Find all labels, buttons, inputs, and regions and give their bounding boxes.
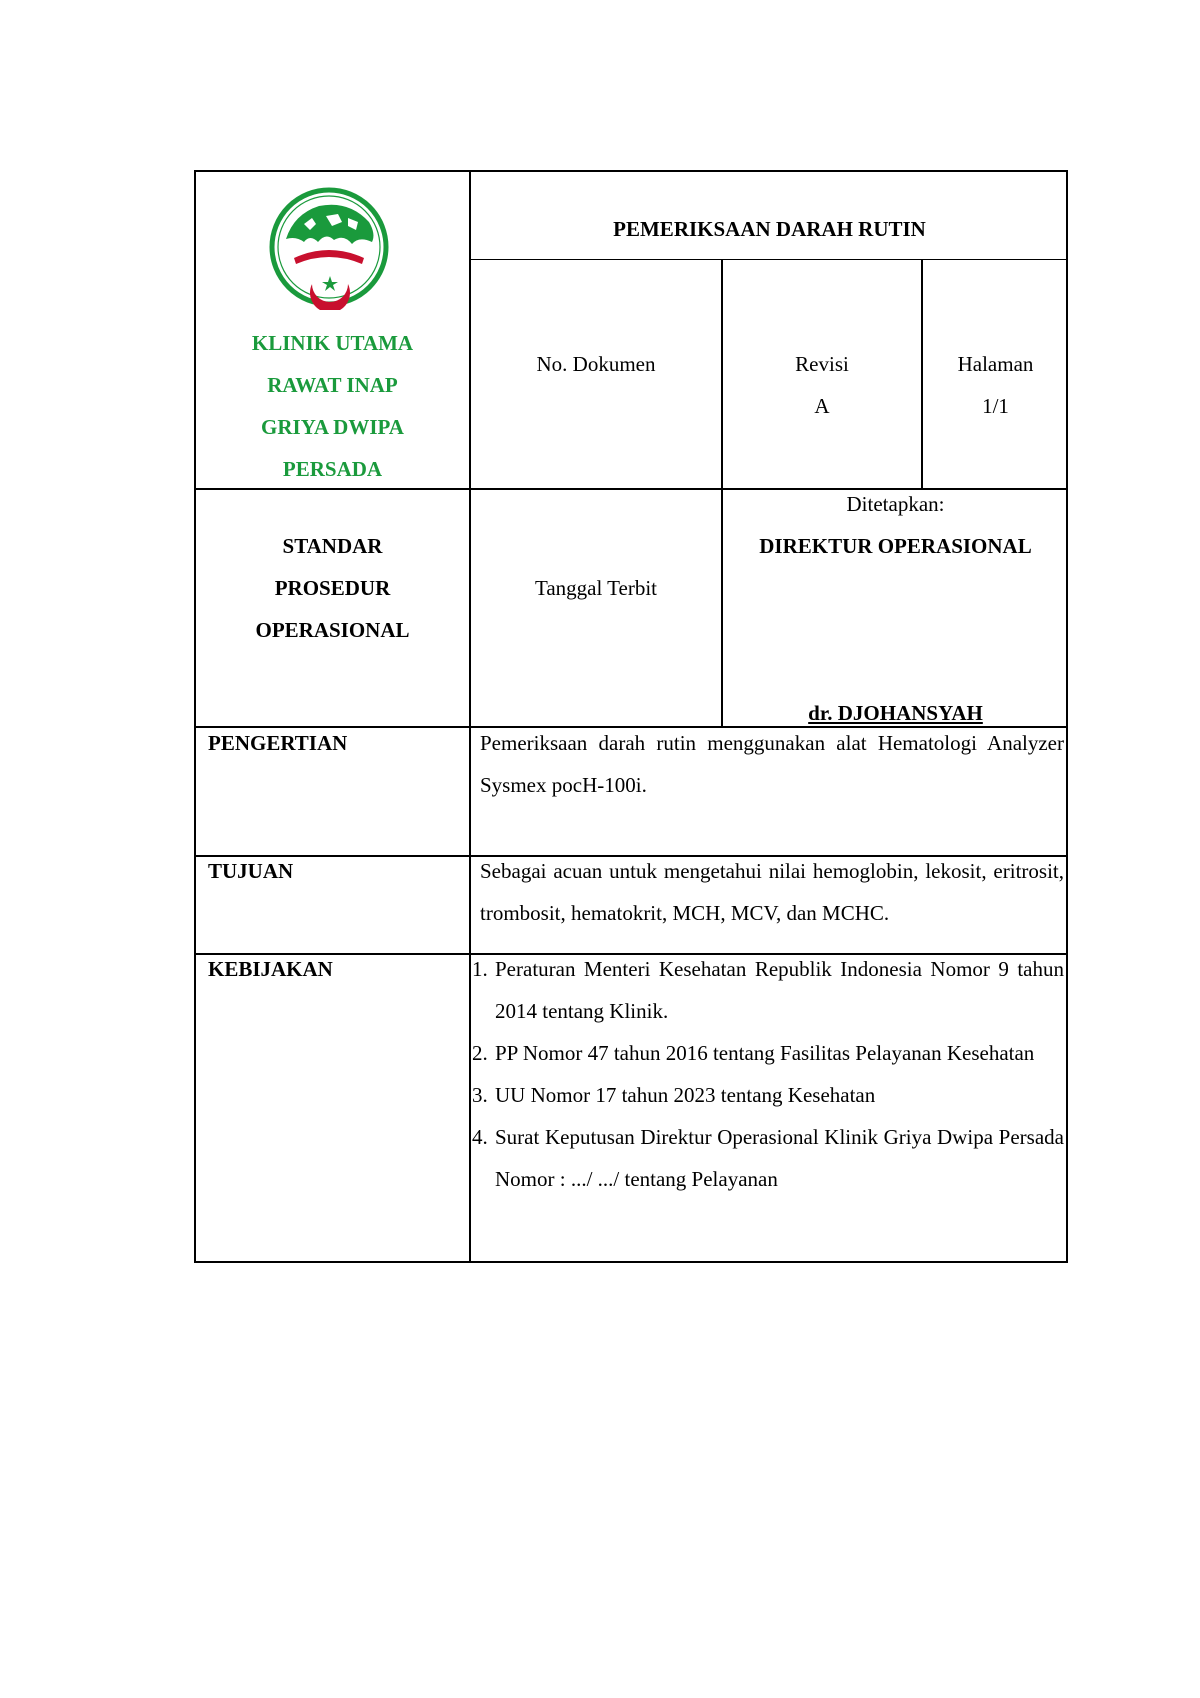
tanggal-terbit-label: Tanggal Terbit bbox=[534, 576, 658, 600]
ditetapkan-label: Ditetapkan: bbox=[846, 492, 945, 516]
no-dokumen-label: No. Dokumen bbox=[536, 352, 656, 376]
kebijakan-item-text: UU Nomor 17 tahun 2023 tentang Kesehatan bbox=[495, 1083, 876, 1107]
pengertian-label: PENGERTIAN bbox=[208, 731, 348, 755]
clinic-name-line: PERSADA bbox=[282, 457, 383, 481]
halaman-label: Halaman bbox=[957, 352, 1034, 376]
direktur-label: DIREKTUR OPERASIONAL bbox=[759, 534, 1032, 558]
kebijakan-item-text: Surat Keputusan Direktur Operasional Klinik Griya Dwipa Persada Nomor : .../ .../ tentang Pelayanan bbox=[495, 1125, 1064, 1191]
kebijakan-item-number: 2. bbox=[472, 1041, 488, 1065]
divider-under-title bbox=[470, 259, 1068, 260]
clinic-name-line: RAWAT INAP bbox=[267, 373, 398, 397]
kebijakan-item-text: PP Nomor 47 tahun 2016 tentang Fasilitas Pelayanan Kesehatan bbox=[495, 1041, 1035, 1065]
kebijakan-list bbox=[472, 948, 1064, 1200]
kebijakan-item bbox=[472, 1116, 1064, 1200]
tujuan-text: Sebagai acuan untuk mengetahui nilai hemoglobin, lekosit, eritrosit, trombosit, hematokrit, MCH, MCV, dan MCHC. bbox=[480, 859, 1064, 925]
clinic-globe-crescent-logo-icon bbox=[264, 184, 394, 310]
revisi-label: Revisi bbox=[795, 352, 849, 376]
halaman-value: 1/1 bbox=[982, 394, 1009, 418]
sop-label-line: OPERASIONAL bbox=[255, 618, 410, 642]
sop-label bbox=[196, 525, 469, 651]
kebijakan-item-number: 3. bbox=[472, 1083, 488, 1107]
tujuan-label: TUJUAN bbox=[208, 859, 294, 883]
pengertian-text: Pemeriksaan darah rutin menggunakan alat Hematologi Analyzer Sysmex pocH-100i. bbox=[480, 731, 1064, 797]
clinic-name bbox=[196, 322, 469, 490]
document-title: PEMERIKSAAN DARAH RUTIN bbox=[613, 217, 926, 241]
divider-left-column bbox=[469, 170, 471, 1263]
kebijakan-item bbox=[472, 948, 1064, 1032]
sop-label-line: PROSEDUR bbox=[274, 576, 391, 600]
clinic-name-line: KLINIK UTAMA bbox=[251, 331, 414, 355]
kebijakan-label: KEBIJAKAN bbox=[208, 957, 333, 981]
signatory-name-text: dr. DJOHANSYAH bbox=[808, 701, 983, 725]
kebijakan-item bbox=[472, 1032, 1064, 1074]
sop-label-line: STANDAR bbox=[282, 534, 383, 558]
clinic-name-line: GRIYA DWIPA bbox=[261, 415, 404, 439]
kebijakan-item-number: 4. bbox=[472, 1125, 488, 1149]
kebijakan-item-number: 1. bbox=[472, 957, 488, 981]
revisi-value: A bbox=[814, 394, 830, 418]
kebijakan-item-text: Peraturan Menteri Kesehatan Republik Indonesia Nomor 9 tahun 2014 tentang Klinik. bbox=[495, 957, 1064, 1023]
kebijakan-item bbox=[472, 1074, 1064, 1116]
